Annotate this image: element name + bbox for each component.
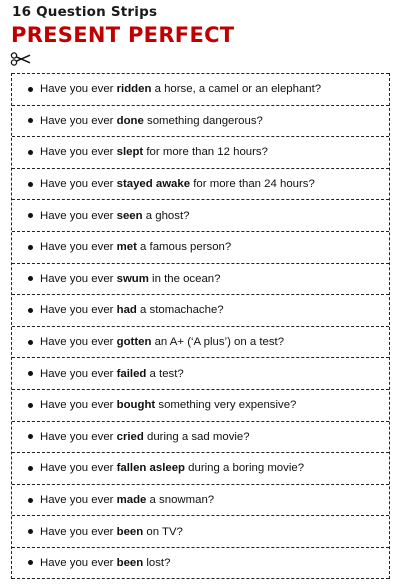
question-strip <box>12 547 389 579</box>
question-text: Have you ever cried during a sad movie? <box>40 430 250 443</box>
bullet-icon <box>28 245 33 250</box>
question-text: Have you ever had a stomachache? <box>40 304 224 317</box>
question-strip <box>12 294 389 326</box>
worksheet-title: PRESENT PERFECT <box>11 23 235 47</box>
bullet-icon <box>28 340 33 345</box>
question-strip <box>12 263 389 295</box>
question-strip <box>12 199 389 231</box>
bullet-icon <box>28 213 33 218</box>
bullet-icon <box>28 276 33 281</box>
question-text: Have you ever met a famous person? <box>40 241 232 254</box>
question-strip <box>12 389 389 421</box>
question-strips <box>11 73 390 579</box>
question-text: Have you ever ridden a horse, a camel or an elephant? <box>40 83 322 96</box>
question-strip <box>12 452 389 484</box>
bullet-icon <box>28 529 33 534</box>
worksheet-subtitle: 16 Question Strips <box>12 4 158 20</box>
question-strip <box>12 357 389 389</box>
bullet-icon <box>28 498 33 503</box>
question-strip <box>12 105 389 137</box>
scissors-icon <box>10 52 32 66</box>
question-strip <box>12 421 389 453</box>
bullet-icon <box>28 182 33 187</box>
question-text: Have you ever seen a ghost? <box>40 209 190 222</box>
question-strip <box>12 231 389 263</box>
question-text: Have you ever gotten an A+ (‘A plus’) on a test? <box>40 336 285 349</box>
question-text: Have you ever made a snowman? <box>40 494 215 507</box>
bullet-icon <box>28 150 33 155</box>
bullet-icon <box>28 560 33 565</box>
question-strip <box>12 136 389 168</box>
question-text: Have you ever slept for more than 12 hours? <box>40 146 268 159</box>
question-text: Have you ever fallen asleep during a boring movie? <box>40 462 305 475</box>
question-strip <box>12 484 389 516</box>
question-strip <box>12 168 389 200</box>
question-strip <box>12 515 389 547</box>
question-text: Have you ever been on TV? <box>40 525 183 538</box>
question-text: Have you ever stayed awake for more than 24 hours? <box>40 178 315 191</box>
question-text: Have you ever swum in the ocean? <box>40 272 221 285</box>
bullet-icon <box>28 87 33 92</box>
question-strip <box>12 73 389 105</box>
question-text: Have you ever bought something very expensive? <box>40 399 297 412</box>
question-text: Have you ever done something dangerous? <box>40 114 263 127</box>
question-text: Have you ever been lost? <box>40 556 171 569</box>
bullet-icon <box>28 371 33 376</box>
bullet-icon <box>28 308 33 313</box>
bullet-icon <box>28 118 33 123</box>
bullet-icon <box>28 466 33 471</box>
question-strip <box>12 326 389 358</box>
bullet-icon <box>28 403 33 408</box>
bullet-icon <box>28 434 33 439</box>
question-text: Have you ever failed a test? <box>40 367 184 380</box>
